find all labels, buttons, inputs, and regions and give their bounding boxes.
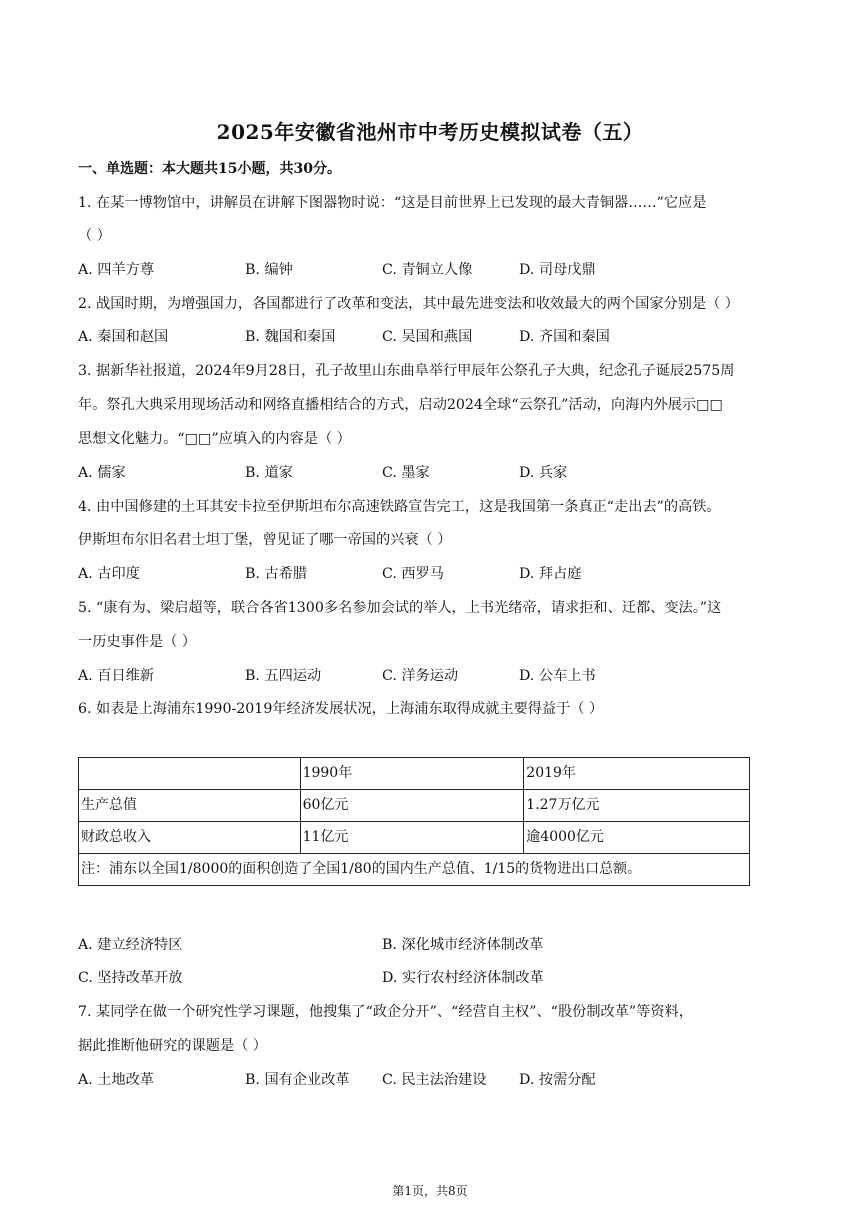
- question-3-option-c: C. 墨家: [382, 465, 430, 481]
- question-3-text-line-1: 3. 据新华社报道，2024年9月28日，孔子故里山东曲阜举行甲辰年公祭孔子大典，纪念孔子诞辰2575周: [78, 363, 735, 379]
- table-cell: 1.27万亿元: [524, 790, 750, 822]
- question-7-text-line-1: 7. 某同学在做一个研究性学习课题，他搜集了“政企分开”、“经营自主权”、“股份制改革”等资料，: [78, 1004, 693, 1020]
- section-heading: 一、单选题：本大题共15小题，共30分。: [78, 161, 341, 177]
- question-2-option-b: B. 魏国和秦国: [245, 329, 336, 345]
- table-row: [79, 790, 750, 822]
- question-1-option-a: A. 四羊方尊: [78, 262, 155, 278]
- question-6-option-d: D. 实行农村经济体制改革: [382, 970, 544, 986]
- question-2-option-d: D. 齐国和秦国: [519, 329, 610, 345]
- question-5-text-line-2: 一历史事件是（ ）: [78, 634, 197, 650]
- table-note: 注：浦东以全国1/8000的面积创造了全国1/80的国内生产总值、1/15的货物进出口总额。: [79, 854, 750, 886]
- question-7-option-d: D. 按需分配: [519, 1072, 596, 1088]
- question-4-option-c: C. 西罗马: [382, 566, 444, 582]
- question-4-text-line-1: 4. 由中国修建的土耳其安卡拉至伊斯坦布尔高速铁路宣告完工，这是我国第一条真正“走出去”的高铁。: [78, 499, 721, 515]
- question-4-option-a: A. 古印度: [78, 566, 140, 582]
- question-7-option-b: B. 国有企业改革: [245, 1072, 350, 1088]
- table-row: [79, 822, 750, 854]
- page-title: 2025年安徽省池州市中考历史模拟试卷（五）: [216, 120, 644, 144]
- question-3-text-line-2: 年。祭孔大典采用现场活动和网络直播相结合的方式，启动2024全球“云祭孔”活动，向海内外展示□□: [78, 397, 723, 413]
- question-1-option-d: D. 司母戊鼎: [519, 262, 596, 278]
- table-header-row: [79, 758, 750, 790]
- question-1-option-c: C. 青铜立人像: [382, 262, 473, 278]
- question-6-text-line-1: 6. 如表是上海浦东1990-2019年经济发展状况，上海浦东取得成就主要得益于（ ）: [78, 701, 604, 717]
- table-header-cell: 2019年: [524, 758, 750, 790]
- question-7-option-a: A. 土地改革: [78, 1072, 155, 1088]
- question-1-text-line-1: 1. 在某一博物馆中，讲解员在讲解下图器物时说：“这是目前世界上已发现的最大青铜器……”它应是: [78, 195, 707, 211]
- question-3-option-b: B. 道家: [245, 465, 293, 481]
- table-cell: 逾4000亿元: [524, 822, 750, 854]
- question-5-text-line-1: 5. “康有为、梁启超等，联合各省1300多名参加会试的举人，上书光绪帝，请求拒和、迁都、变法。”这: [78, 600, 722, 616]
- table-cell: 生产总值: [79, 790, 301, 822]
- question-5-option-b: B. 五四运动: [245, 668, 322, 684]
- question-6-option-c: C. 坚持改革开放: [78, 970, 183, 986]
- economy-table: [78, 757, 750, 886]
- question-3-text-line-3: 思想文化魅力。“□□”应填入的内容是（ ）: [78, 431, 351, 447]
- table-cell: 60亿元: [300, 790, 524, 822]
- table-header-cell: 1990年: [300, 758, 524, 790]
- question-4-text-line-2: 伊斯坦布尔旧名君士坦丁堡，曾见证了哪一帝国的兴衰（ ）: [78, 532, 452, 548]
- table-header-cell: [79, 758, 301, 790]
- question-1-option-b: B. 编钟: [245, 262, 293, 278]
- question-2-option-c: C. 吴国和燕国: [382, 329, 473, 345]
- question-5-option-d: D. 公车上书: [519, 668, 596, 684]
- question-7-option-c: C. 民主法治建设: [382, 1072, 487, 1088]
- page-footer: 第1页，共8页: [392, 1184, 468, 1198]
- question-4-option-b: B. 古希腊: [245, 566, 308, 582]
- question-4-option-d: D. 拜占庭: [519, 566, 582, 582]
- question-5-option-c: C. 洋务运动: [382, 668, 459, 684]
- question-6-option-a: A. 建立经济特区: [78, 937, 183, 953]
- question-7-text-line-2: 据此推断他研究的课题是（ ）: [78, 1038, 267, 1054]
- question-2-option-a: A. 秦国和赵国: [78, 329, 169, 345]
- question-1-text-line-2: （ ）: [78, 228, 111, 244]
- question-3-option-a: A. 儒家: [78, 465, 126, 481]
- table-cell: 11亿元: [300, 822, 524, 854]
- table-cell: 财政总收入: [79, 822, 301, 854]
- question-5-option-a: A. 百日维新: [78, 668, 155, 684]
- table-note-row: [79, 854, 750, 886]
- question-6-option-b: B. 深化城市经济体制改革: [382, 937, 544, 953]
- question-3-option-d: D. 兵家: [519, 465, 568, 481]
- question-2-text-line-1: 2. 战国时期，为增强国力，各国都进行了改革和变法，其中最先进变法和收效最大的两个国家分别是（ ）: [78, 296, 739, 312]
